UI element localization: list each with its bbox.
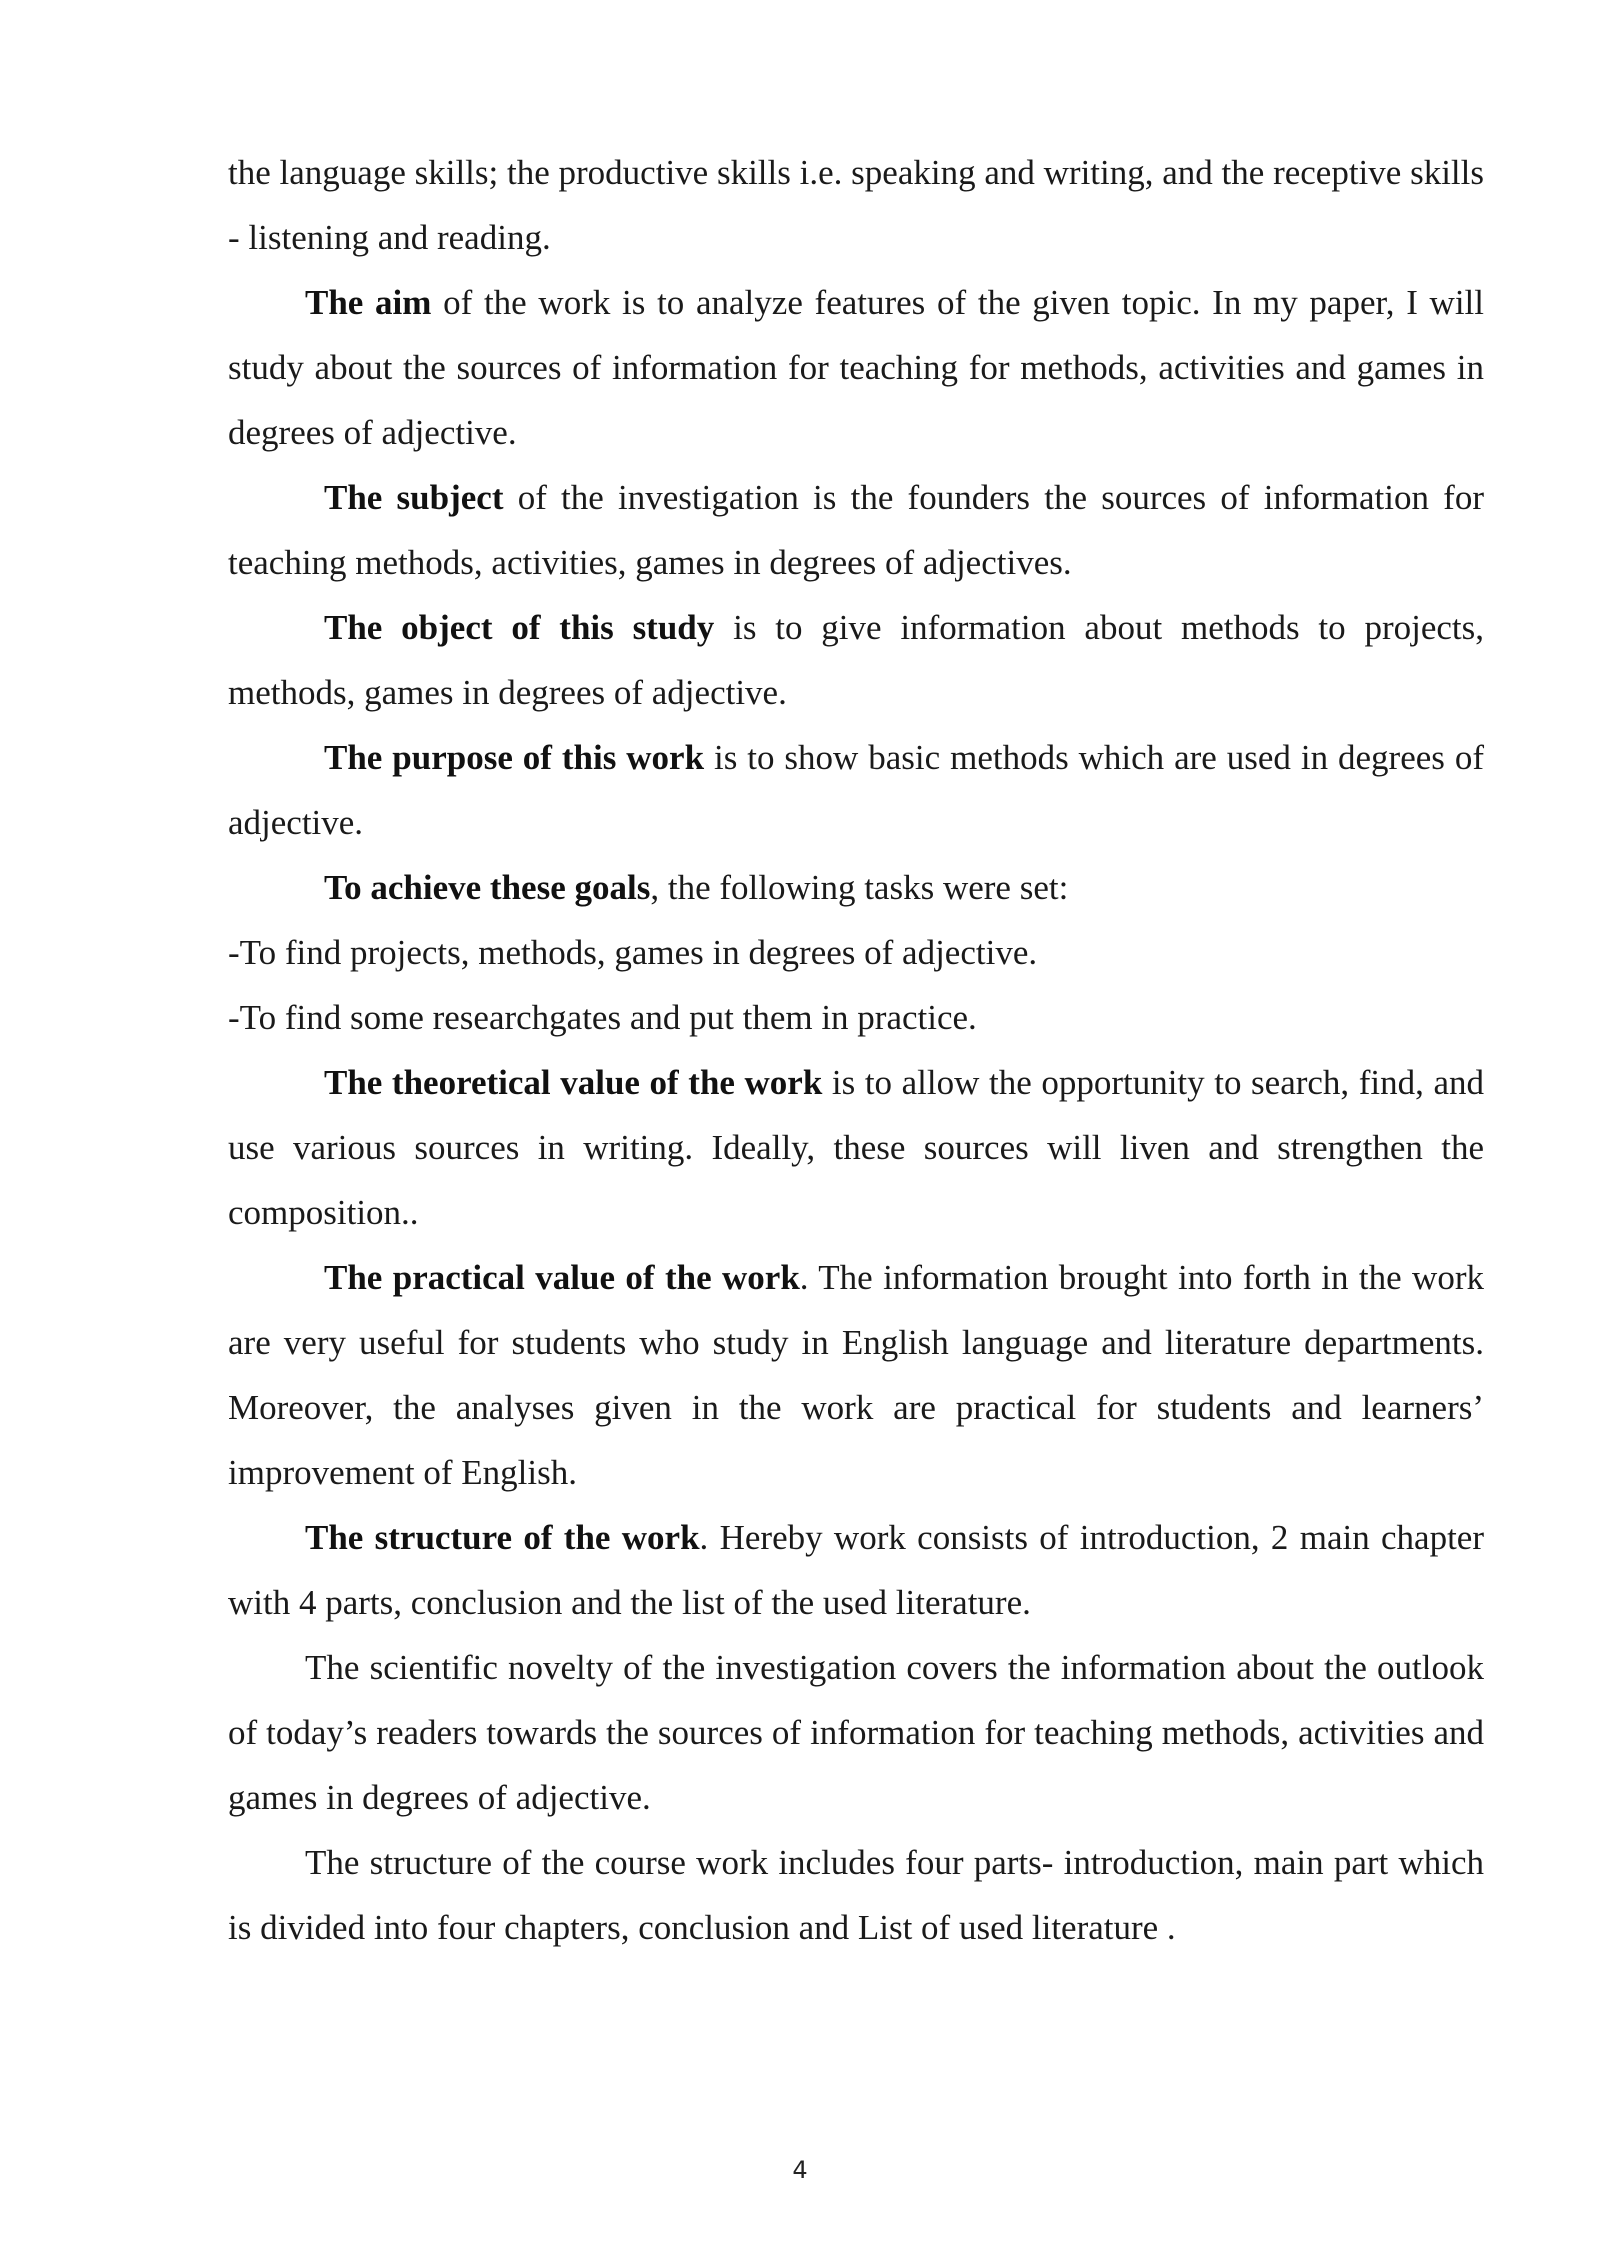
paragraph-novelty bbox=[228, 1635, 1484, 1830]
paragraph-aim bbox=[228, 270, 1484, 465]
paragraph-lead: The practical value of the work bbox=[324, 1258, 800, 1297]
paragraph-text: -To find some researchgates and put them in practice. bbox=[228, 998, 977, 1037]
paragraph-text: . The information brought into forth in the work are very useful for students who study in English language and literature departments. Moreover, the analyses given in the work are practical for students and learners’ improvement of English. bbox=[228, 1258, 1484, 1492]
paragraph-text: of the investigation is the founders the sources of information for teaching methods, activities, games in degrees of adjectives. bbox=[228, 478, 1484, 582]
paragraph-text: . Hereby work consists of introduction, 2 main chapter with 4 parts, conclusion and the list of the used literature. bbox=[228, 1518, 1484, 1622]
paragraph-text: of the work is to analyze features of the given topic. In my paper, I will study about the sources of information for teaching for methods, activities and games in degrees of adjective. bbox=[228, 283, 1484, 452]
paragraph-text: -To find projects, methods, games in degrees of adjective. bbox=[228, 933, 1038, 972]
paragraph-structure bbox=[228, 1505, 1484, 1635]
paragraph-course-structure bbox=[228, 1830, 1484, 1960]
paragraph-intro-continuation bbox=[228, 140, 1484, 270]
paragraph-practical-value bbox=[228, 1245, 1484, 1505]
paragraph-purpose bbox=[228, 725, 1484, 855]
paragraph-lead: To achieve these goals bbox=[324, 868, 651, 907]
paragraph-text: The structure of the course work includes four parts- introduction, main part which is divided into four chapters, conclusion and List of used literature . bbox=[228, 1843, 1484, 1947]
paragraph-text: the language skills; the productive skills i.e. speaking and writing, and the receptive skills - listening and reading. bbox=[228, 153, 1484, 257]
paragraph-lead: The object of this study bbox=[324, 608, 715, 647]
paragraph-lead: The subject bbox=[324, 478, 504, 517]
paragraph-lead: The purpose of this work bbox=[324, 738, 705, 777]
paragraph-goals bbox=[228, 855, 1484, 920]
task-list-item bbox=[228, 920, 1484, 985]
paragraph-lead: The structure of the work bbox=[305, 1518, 700, 1557]
paragraph-lead: The theoretical value of the work bbox=[324, 1063, 823, 1102]
paragraph-text: is to give information about methods to projects, methods, games in degrees of adjective. bbox=[228, 608, 1484, 712]
task-list-item bbox=[228, 985, 1484, 1050]
paragraph-object bbox=[228, 595, 1484, 725]
paragraph-text: is to show basic methods which are used in degrees of adjective. bbox=[228, 738, 1484, 842]
paragraph-theoretical-value bbox=[228, 1050, 1484, 1245]
paragraph-text: The scientific novelty of the investigation covers the information about the outlook of today’s readers towards the sources of information for teaching methods, activities and games in degrees of adjective. bbox=[228, 1648, 1484, 1817]
paragraph-lead: The aim bbox=[305, 283, 432, 322]
document-page bbox=[228, 140, 1484, 1960]
paragraph-text: , the following tasks were set: bbox=[650, 868, 1069, 907]
paragraph-subject bbox=[228, 465, 1484, 595]
page-number: 4 bbox=[792, 2156, 808, 2184]
paragraph-text: is to allow the opportunity to search, find, and use various sources in writing. Ideally, these sources will liven and strengthen the composition.. bbox=[228, 1063, 1484, 1232]
